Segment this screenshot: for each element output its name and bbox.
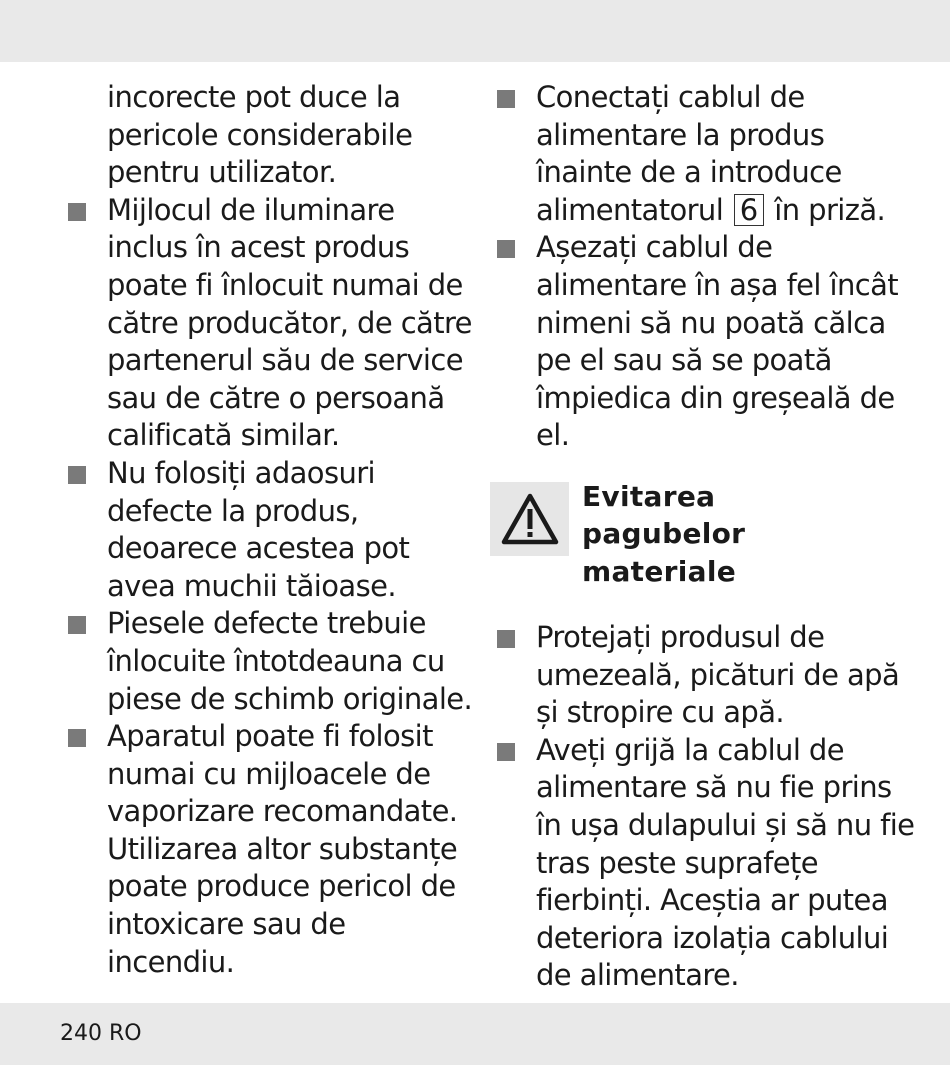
warning-section <box>497 479 917 598</box>
right-column <box>497 79 917 995</box>
reference-number-box: 6 <box>734 194 764 226</box>
footer-band <box>0 1003 950 1065</box>
list-item-text-end: în priză. <box>774 192 886 227</box>
list-item <box>497 732 917 995</box>
list-item <box>497 619 917 732</box>
left-column <box>68 79 473 981</box>
square-bullet-icon <box>497 630 515 648</box>
list-item-text: Aparatul poate fi folosit numai cu mijloacele de vaporizare recomandate. Utilizarea altor substanțe poate produce pericol de intoxicare sau de incendiu. <box>107 719 458 979</box>
list-item <box>497 229 917 455</box>
list-item-text: Așezați cablul de alimentare în așa fel încât nimeni să nu poată călca pe el sau să se poată împiedica din greșeală de el. <box>536 230 899 453</box>
square-bullet-icon <box>68 729 86 747</box>
square-bullet-icon <box>497 90 515 108</box>
warning-heading-line: pagubelor <box>582 517 746 551</box>
list-item <box>68 192 473 455</box>
square-bullet-icon <box>68 616 86 634</box>
list-item-text: Aveți grijă la cablul de alimentare să nu fie prins în ușa dulapului și să nu fie tras peste suprafețe fierbinți. Aceștia ar putea deteriora izolația cablului de alimentare. <box>536 732 915 993</box>
square-bullet-icon <box>497 240 515 258</box>
warning-icon-box <box>490 482 569 556</box>
warning-triangle-icon <box>500 492 560 546</box>
page-number: 240 RO <box>60 1021 142 1046</box>
list-item <box>497 79 917 229</box>
header-band <box>0 0 950 62</box>
list-item-text: Mijlocul de iluminare inclus în acest produs poate fi înlocuit numai de către producător, de către partenerul său de service sau de către o persoană calificată similar. <box>107 192 472 453</box>
square-bullet-icon <box>497 743 515 761</box>
list-item <box>68 718 473 981</box>
list-item-text: Protejați produsul de umezeală, picături de apă și stropire cu apă. <box>536 619 900 730</box>
continuation-paragraph: incorecte pot duce la pericole considerabile pentru utilizator. <box>107 80 413 190</box>
square-bullet-icon <box>68 203 86 221</box>
list-item <box>68 455 473 605</box>
list-item-text: Conectați cablul de alimentare la produs înainte de a introduce alimentatorul <box>536 80 842 227</box>
warning-heading <box>582 478 745 591</box>
list-item <box>68 605 473 718</box>
warning-heading-line: materiale <box>582 554 737 588</box>
list-item-text: Piesele defecte trebuie înlocuite întotdeauna cu piese de schimb originale. <box>107 606 473 716</box>
warning-heading-line: Evitarea <box>582 479 716 513</box>
list-item-text: Nu folosiți adaosuri defecte la produs, deoarece acestea pot avea muchii tăioase. <box>107 455 410 603</box>
square-bullet-icon <box>68 466 86 484</box>
